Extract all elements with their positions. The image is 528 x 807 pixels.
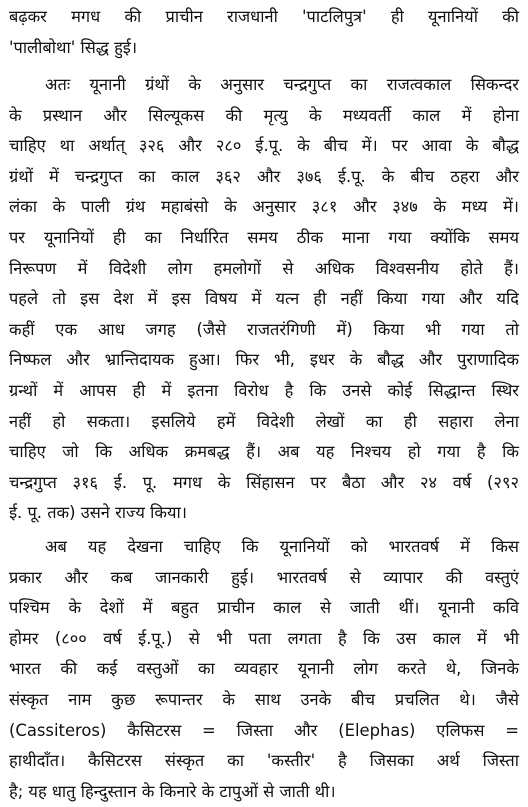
paragraph-pataliputra <box>9 2 519 63</box>
text-line: भारत की कई वस्तुओं का व्यवहार यूनानी लोग करते थे, जिनके <box>9 659 519 679</box>
text-line: पर यूनानियों ही का निर्धारित समय ठीक माना गया क्योंकि समय <box>9 227 519 247</box>
text-line: अब यह देखना चाहिए कि यूनानियों को भारतवर्ष में किस <box>45 537 519 556</box>
text-line: लंका के पाली ग्रंथ महाबंसो के अनुसार ३८१ और ३४७ के मध्य में। <box>9 197 519 217</box>
text-line: संस्कृत नाम कुछ रूपान्तर के साथ उनके बीच प्रचलित थे। जैसे <box>9 689 519 709</box>
text-line: चन्द्रगुप्त ३१६ ई. पू. मगध के सिंहासन पर बैठा और २४ वर्ष (२९२ <box>9 472 519 492</box>
paragraph-chandragupta-dates <box>9 70 519 529</box>
text-line: अतः यूनानी ग्रंथों के अनुसार चन्द्रगुप्त का राजत्वकाल सिकन्दर <box>45 75 519 94</box>
text-line: हाथीदाँत। कैसिटरस संस्कृत का 'कस्तीर' है जिसका अर्थ जिस्ता <box>9 751 519 771</box>
text-line: नहीं हो सकता। इसलिये हमें विदेशी लेखों का ही सहारा लेना <box>9 411 519 431</box>
text-line: के प्रस्थान और सिल्यूकस की मृत्यु के मध्यवर्ती काल में होना <box>9 105 519 125</box>
text-line: पश्चिम के देशों में बहुत प्राचीन काल से जाती थीं। यूनानी कवि <box>9 598 519 618</box>
text-line: ई. पू. तक) उसने राज्य किया। <box>9 503 187 523</box>
text-line: ग्रन्थों में आपस ही में इतना विरोध है कि उनसे कोई सिद्धान्त स्थिर <box>9 380 519 400</box>
text-line: चाहिए जो कि अधिक क्रमबद्ध हैं। अब यह निश्चय हो गया है कि <box>9 442 519 462</box>
text-line: चाहिए था अर्थात् ३२६ और २८० ई.पू. के बीच में। पर आवा के बौद्ध <box>9 136 519 156</box>
text-line: (Cassiteros) कैसिटरस = जिस्ता और (Elephas) एलिफस = <box>9 720 519 740</box>
text-line: कहीं एक आध जगह (जैसे राजतरंगिणी में) किया भी गया तो <box>9 319 519 339</box>
text-line: होमर (८०० वर्ष ई.पू.) से भी पता लगता है कि उस काल में भी <box>9 628 519 648</box>
text-line: निष्फल और भ्रान्तिदायक हुआ। फिर भी, इधर के बौद्ध और पुराणादिक <box>9 350 519 370</box>
text-line: पहले तो इस देश में इस विषय में यत्न ही नहीं किया गया और यदि <box>9 289 519 309</box>
text-line: ग्रंथों में चन्द्रगुप्त का काल ३६२ और ३७६ ई.पू. के बीच ठहरा और <box>9 166 519 186</box>
paragraph-greek-knowledge <box>9 532 519 807</box>
text-line: बढ़कर मगध की प्राचीन राजधानी 'पाटलिपुत्र' ही यूनानियों की <box>9 7 519 26</box>
text-line: प्रकार और कब जानकारी हुई। भारतवर्ष से व्यापार की वस्तुएं <box>9 567 519 587</box>
text-line: 'पालीबोथा' सिद्ध हुई। <box>9 37 138 57</box>
text-line: निरूपण में विदेशी लोग हमलोगों से अधिक विश्वसनीय होते हैं। <box>9 258 519 278</box>
text-line: है; यह धातु हिन्दुस्तान के किनारे के टापुओं से जाती थी। <box>9 781 336 801</box>
